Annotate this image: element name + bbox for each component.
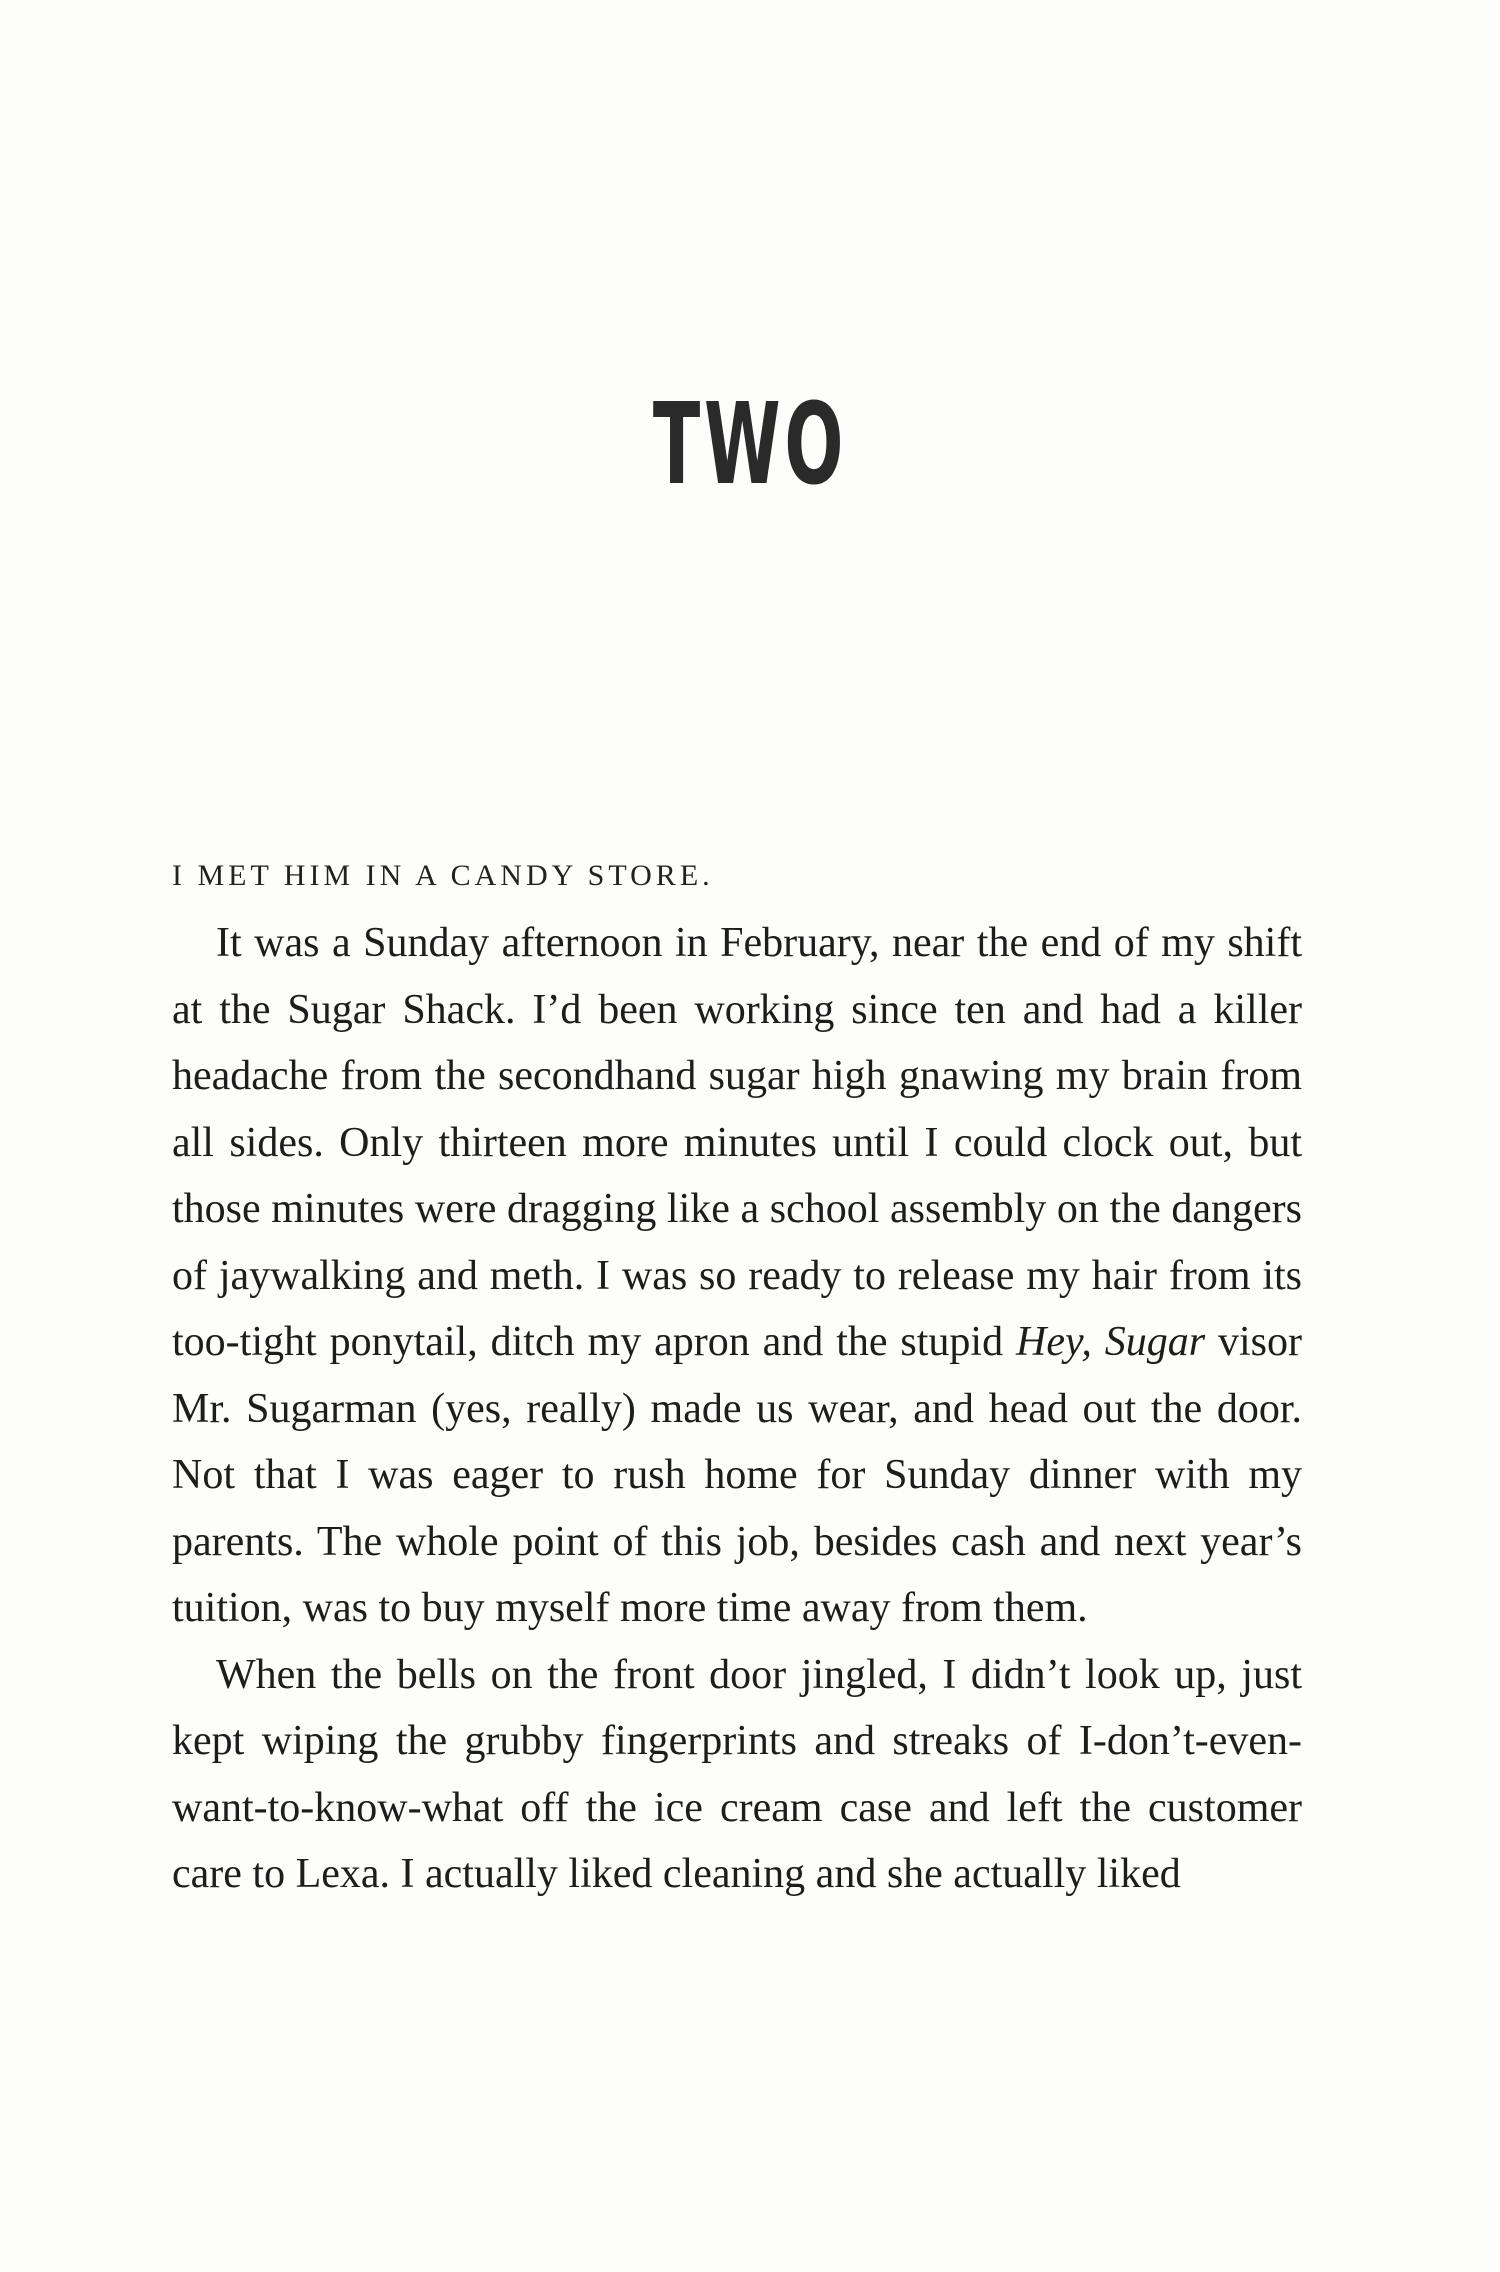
opening-line: I MET HIM IN A CANDY STORE.	[172, 859, 714, 892]
visor-slogan: Hey, Sugar	[1016, 1319, 1206, 1365]
paragraph-1-text-b: visor Mr. Sugarman (yes, really) made us wear, and head out the door. Not that I was eager to rush home for Sunday dinner with my parents. The whole point of this job, besides cash and next year’s tuition, was to buy myself more time away from them.	[172, 1319, 1302, 1631]
paragraph-1-text-a: It was a Sunday afternoon in February, near the end of my shift at the Sugar Shack. I’d been working since ten and had a killer headache from the secondhand sugar high gnawing my brain from all sides. Only thirteen more minutes until I could clock out, but those minutes were dragging like a school assembly on the dangers of jaywalking and meth. I was so ready to release my hair from its too-tight ponytail, ditch my apron and the stupid	[172, 920, 1302, 1365]
paragraph-1	[172, 910, 1302, 1642]
chapter-body	[172, 850, 1302, 1908]
paragraph-2: When the bells on the front door jingled, I didn’t look up, just kept wiping the grubby fingerprints and streaks of I-don’t-even-want-to-know-what off the ice cream case and left the customer care to Lexa. I actually liked cleaning and she actually liked	[172, 1651, 1302, 1897]
chapter-title: TWO	[652, 380, 848, 510]
